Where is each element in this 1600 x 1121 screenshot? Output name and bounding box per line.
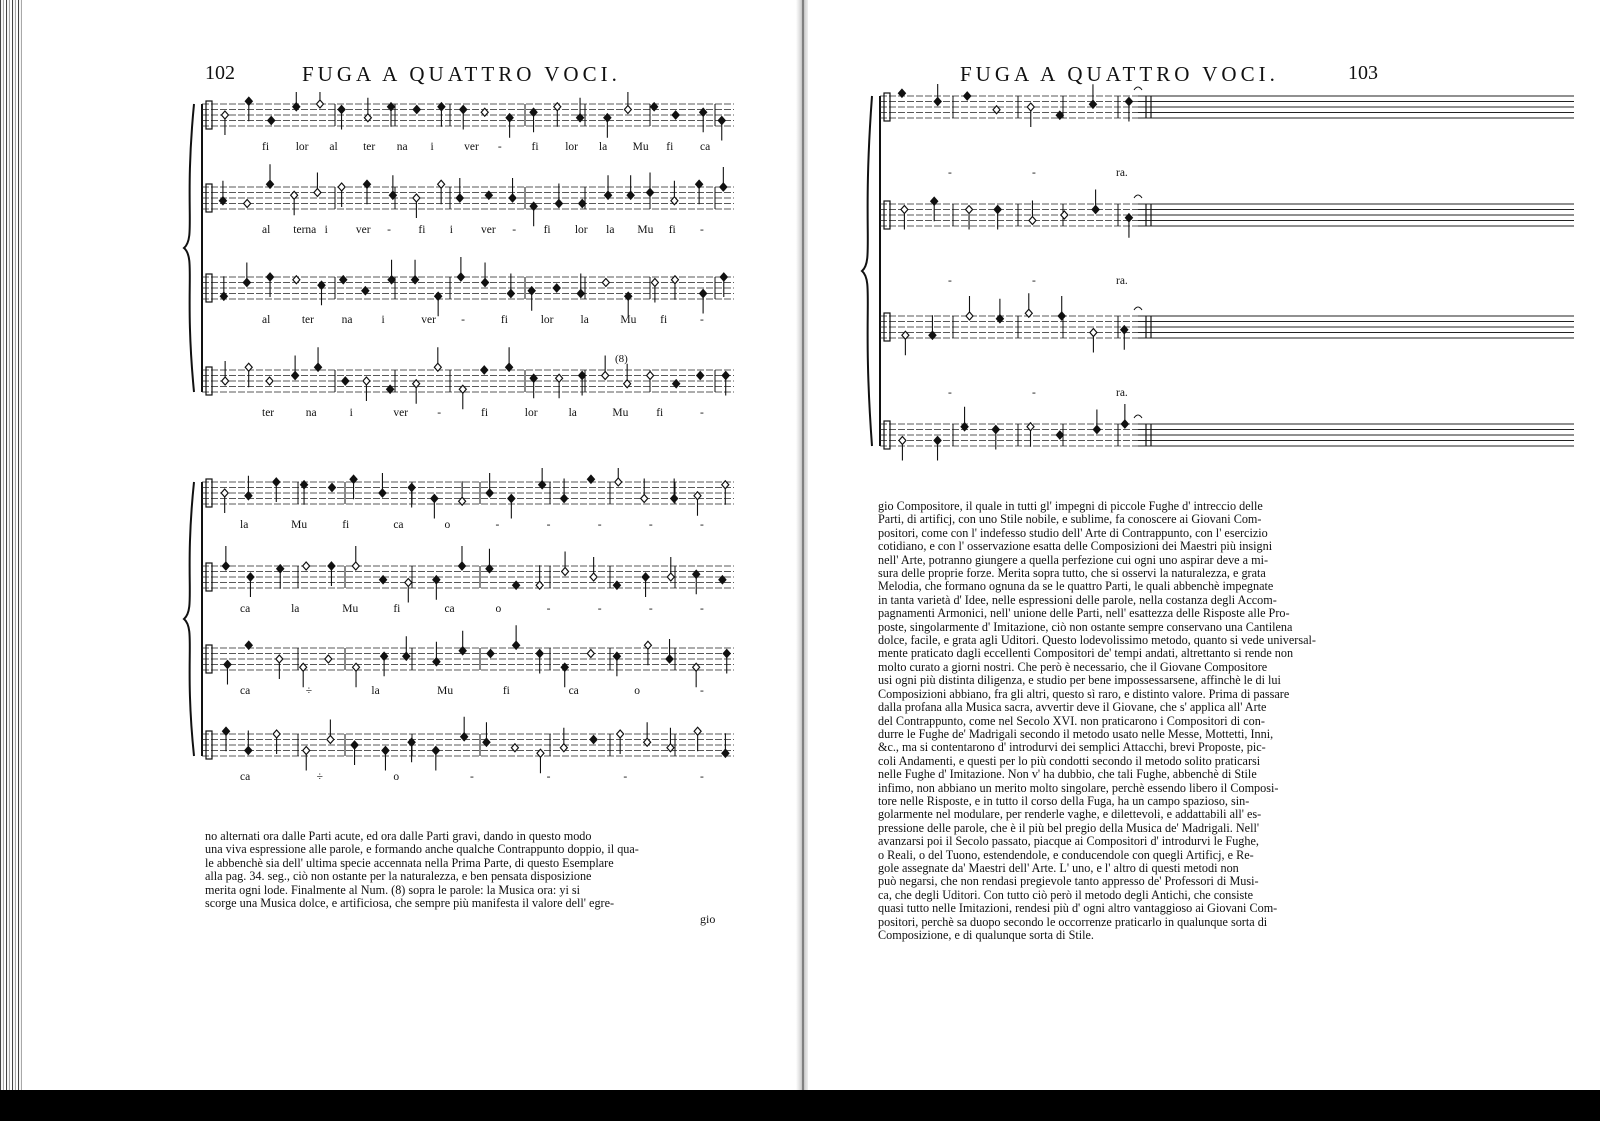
lyric-syllable: -	[700, 685, 704, 697]
lyric-syllable: ca	[240, 685, 251, 697]
note-head	[723, 650, 730, 658]
music-system-left-2	[180, 468, 740, 813]
note-head	[720, 183, 727, 191]
note-head	[303, 562, 310, 570]
lyric-syllable: lor	[565, 141, 579, 153]
note-head	[994, 206, 1001, 214]
lyric-syllable: lor	[540, 314, 554, 326]
text-line: infimo, non abbiano un merito molto singolare, perchè essendo libero il Composi-	[878, 780, 1279, 795]
lyric-syllable: -	[497, 141, 502, 153]
lyric-syllable: fi	[656, 407, 664, 419]
lyric-syllable: ter	[301, 314, 314, 326]
lyric-syllable: terna	[293, 224, 317, 236]
note-head	[273, 730, 280, 738]
text-line: usi ogni più distinta diligenza, e studio per bene impossessarsene, affinchè le di lui	[878, 673, 1281, 688]
lyric-syllable: ter	[262, 407, 275, 419]
fermata-icon	[1134, 87, 1142, 90]
lyric-syllable: al	[262, 224, 271, 236]
note-head	[487, 650, 494, 658]
note-head	[273, 478, 280, 486]
text-line: dolce, facile, e grata agli Uditori. Questo lodevolissimo metodo, quanto si vede universal-	[878, 633, 1316, 648]
lyric-syllable: -	[495, 519, 500, 531]
system-brace	[184, 482, 194, 756]
left-page	[0, 0, 798, 1090]
lyric-syllable: ca	[700, 141, 711, 153]
lyric-syllable: -	[597, 603, 602, 615]
lyric-syllable: ÷	[305, 685, 313, 697]
text-line: Melodia, che formano ognuna da se le quattro Parti, le quali abbenchè impegnate	[878, 579, 1274, 594]
text-line: ca, che degli Uditori. Con tutto ciò però il metodo degli Antichi, che consiste	[878, 887, 1254, 902]
note-head	[667, 573, 674, 581]
note-head	[314, 189, 321, 197]
lyric-syllable: Mu	[637, 224, 654, 236]
note-head	[382, 747, 389, 755]
note-head	[602, 372, 609, 380]
system-brace	[862, 96, 872, 446]
lyric-syllable: la	[240, 519, 249, 531]
lyric-syllable: o	[393, 771, 400, 783]
lyric-syllable: -	[1032, 275, 1036, 287]
lyric-syllable: Mu	[620, 314, 637, 326]
text-line: scorge una Musica dolce, e artificiosa, che sempre più manifesta il valore dell' egre-	[205, 896, 615, 911]
text-line: una viva espressione alle parole, e formando anche qualche Contrappunto doppio, il qua-	[205, 842, 639, 857]
lyric-syllable: al	[262, 314, 271, 326]
note-head	[222, 562, 229, 570]
note-head	[338, 183, 345, 191]
note-head	[486, 489, 493, 497]
lyric-syllable: o	[444, 519, 451, 531]
staff	[202, 164, 734, 236]
staff	[202, 347, 734, 419]
lyric-syllable: fi	[342, 519, 350, 531]
note-head	[647, 372, 654, 380]
lyric-syllable: -	[700, 771, 704, 783]
staff	[880, 190, 1574, 288]
note-head	[221, 489, 228, 497]
lyric-syllable: fi	[666, 141, 674, 153]
lyric-syllable: Mu	[342, 603, 359, 615]
page-edge	[0, 0, 22, 1090]
note-head	[964, 92, 971, 100]
lyric-syllable: na	[305, 407, 317, 419]
catchword: gio	[700, 912, 716, 926]
note-head	[671, 495, 678, 503]
text-line: alla pag. 34. seg., ciò non ostante per la naturalezza, e ben pensata disposizione	[205, 869, 592, 884]
lyric-syllable: -	[387, 224, 391, 236]
text-line: avanzarsi poi il Secolo passato, piacque ai Compositori d' introdurvi le Fughe,	[878, 834, 1259, 849]
note-head	[641, 495, 648, 503]
lyric-syllable: -	[623, 771, 628, 783]
staff	[202, 468, 734, 531]
text-line: può negarsi, che non rendasi pregievole tanto appresso de' Professori di Musi-	[878, 874, 1259, 889]
note-head	[617, 730, 624, 738]
note-head	[508, 495, 515, 503]
note-head	[934, 437, 941, 445]
text-line: in tanta varietà d' Idee, nelle espressioni delle parole, nella costanza degli Accom-	[878, 592, 1277, 607]
note-head	[267, 273, 274, 281]
note-head	[413, 194, 420, 202]
lyric-syllable: ra.	[1116, 167, 1128, 179]
staff	[202, 717, 734, 783]
note-head	[1090, 329, 1097, 337]
text-line: golarmente nel modulare, per renderle vaghe, e dilettevoli, e addattabili all' es-	[878, 807, 1262, 822]
lyric-syllable: la	[291, 603, 300, 615]
lyric-syllable: ter	[363, 141, 376, 153]
note-head	[651, 279, 658, 287]
lyric-syllable: Mu	[437, 685, 454, 697]
note-head	[700, 290, 707, 298]
note-head	[457, 273, 464, 281]
lyric-syllable: -	[700, 314, 704, 326]
lyric-syllable: na	[396, 141, 408, 153]
note-head	[562, 568, 569, 576]
lyric-syllable: o	[634, 685, 641, 697]
note-head	[1125, 98, 1132, 106]
note-head	[697, 372, 704, 380]
lyric-syllable: -	[648, 603, 653, 615]
note-head	[590, 573, 597, 581]
staff	[880, 293, 1574, 399]
text-line: quasi tutto nelle Imitazioni, rendesi più d' ogni altro vantaggioso ai Giovani Com-	[878, 901, 1278, 916]
note-head	[316, 100, 323, 108]
text-line: gio Compositore, il quale in tutti gl' impegni di piccole Fughe d' intreccio delle	[878, 499, 1263, 513]
staff	[880, 84, 1574, 179]
note-head	[352, 562, 359, 570]
note-head	[303, 747, 310, 755]
note-head	[266, 377, 273, 385]
note-head	[899, 437, 906, 445]
lyric-syllable: Mu	[632, 141, 649, 153]
text-line: merita ogni lode. Finalmente al Num. (8) sopra le parole: la Musica ora: yi si	[205, 882, 581, 897]
lyric-syllable: ra.	[1116, 275, 1128, 287]
note-head	[555, 200, 562, 208]
lyric-syllable: fi	[500, 314, 508, 326]
text-line: &c., ma si contentarono d' introdurvi dei semplici Attacchi, brevi Proposte, pic-	[878, 740, 1266, 755]
lyric-syllable: -	[546, 519, 551, 531]
note-head	[577, 290, 584, 298]
lyric-syllable: -	[470, 771, 474, 783]
note-head	[379, 489, 386, 497]
lyric-syllable: -	[948, 387, 952, 399]
lyric-syllable: ca	[444, 603, 455, 615]
staff	[202, 257, 734, 326]
note-head	[342, 377, 349, 385]
music-system-right-1	[858, 84, 1578, 484]
note-head	[624, 106, 631, 114]
note-head	[615, 478, 622, 486]
lyric-syllable: ver	[393, 407, 409, 419]
note-head	[247, 573, 254, 581]
note-head	[507, 290, 514, 298]
lyric-syllable: -	[700, 224, 704, 236]
note-head	[268, 117, 275, 125]
text-line: sura delle proprie forze. Merita sopra tutto, che si osservi la naturalezza, e grata	[878, 566, 1266, 581]
lyric-syllable: lor	[295, 141, 309, 153]
text-line: nell' Arte, potranno giungere a quella perfezione cui ogni uno aspirar deve a mi-	[878, 552, 1269, 567]
lyric-syllable: lor	[524, 407, 538, 419]
text-line: pagnamenti Armonici, nell' unione delle Parti, nell' esattezza delle Risposte alle Pro-	[878, 606, 1290, 621]
lyric-syllable: -	[437, 407, 442, 419]
lyric-syllable: lor	[574, 224, 588, 236]
lyric-syllable: ver	[481, 224, 496, 236]
note-head	[408, 484, 415, 492]
fermata-icon	[1134, 307, 1142, 310]
note-head	[351, 741, 358, 749]
page-number: 103	[1348, 62, 1378, 84]
lyric-syllable: i	[381, 314, 385, 326]
text-line: Parti, di artificj, con uno Stile nobile, e sublime, fa conoscere ai Giovani Com-	[878, 512, 1262, 527]
lyric-syllable: fi	[543, 224, 551, 236]
scan-border	[0, 1090, 1600, 1121]
lyric-syllable: ver	[355, 224, 371, 236]
lyric-syllable: -	[546, 603, 551, 615]
lyric-syllable: i	[430, 141, 434, 153]
note-head	[405, 579, 412, 587]
note-head	[328, 562, 335, 570]
note-head	[413, 106, 420, 114]
note-head	[1121, 420, 1128, 428]
note-head	[718, 117, 725, 125]
lyric-syllable: i	[449, 224, 453, 236]
note-head	[1058, 312, 1065, 320]
note-head	[325, 655, 332, 663]
lyric-syllable: al	[329, 141, 338, 153]
lyric-syllable: i	[324, 224, 328, 236]
note-head	[1092, 206, 1099, 214]
commentary-text	[878, 500, 1408, 942]
running-head: FUGA A QUATTRO VOCI.	[960, 62, 1279, 86]
lyric-syllable: la	[580, 314, 589, 326]
lyric-syllable: ver	[421, 314, 436, 326]
lyric-syllable: fi	[531, 141, 539, 153]
note-head	[432, 747, 439, 755]
text-line: mente praticato dagli eccellenti Compositori de' tempi andati, altrettanto si rende non	[878, 646, 1294, 661]
lyric-syllable: -	[1032, 387, 1036, 399]
note-head	[602, 279, 609, 287]
note-head	[460, 106, 467, 114]
lyric-syllable: ra.	[1116, 387, 1128, 399]
lyric-syllable: ca	[240, 603, 251, 615]
staff	[202, 92, 734, 153]
note-head	[966, 206, 973, 214]
lyric-syllable: ver	[464, 141, 479, 153]
note-head	[966, 312, 973, 320]
lyric-syllable: fi	[262, 141, 270, 153]
note-head	[934, 98, 941, 106]
lyric-syllable: -	[700, 407, 704, 419]
lyric-syllable: Mu	[612, 407, 629, 419]
note-head	[1061, 211, 1068, 219]
text-line: dalla profana alla Musica sacra, avvertir deve il Giovane, che s' applica all' Arte	[878, 700, 1267, 715]
note-head	[222, 377, 229, 385]
text-line: Composizione, e di qualunque sorta di Stile.	[878, 928, 1094, 942]
note-head	[1027, 103, 1034, 111]
note-head	[456, 194, 463, 202]
lyric-syllable: o	[495, 603, 502, 615]
lyric-syllable: Mu	[291, 519, 308, 531]
note-head	[672, 111, 679, 119]
lyric-syllable: la	[371, 685, 380, 697]
note-head	[276, 655, 283, 663]
page-number: 102	[205, 62, 235, 84]
text-line: pressione delle parole, che è il più bel pregio della Musica de' Madrigali. Nell'	[878, 820, 1260, 835]
text-line: coli Andamenti, e questi per lo più condotti secondo il metodo solito praticarsi	[878, 753, 1261, 768]
text-line: poste, singolarmente d' Imitazione, ciò non ostante sempre conservano una Cantilena	[878, 619, 1293, 634]
lyric-syllable: ca	[240, 771, 251, 783]
lyric-syllable: ÷	[316, 771, 323, 783]
lyric-syllable: -	[546, 771, 551, 783]
text-line: del Contrappunto, come nel Secolo XVI. non praticarono i Compositori di con-	[878, 713, 1265, 728]
lyric-syllable: -	[948, 275, 952, 287]
note-head	[642, 573, 649, 581]
note-head	[587, 650, 594, 658]
lyric-syllable: na	[341, 314, 353, 326]
text-line: molto curato a giorni nostri. Che però è necessario, che il Giovane Compositore	[878, 659, 1268, 674]
note-head	[561, 495, 568, 503]
lyric-syllable: -	[512, 224, 517, 236]
lyric-syllable: ca	[568, 685, 579, 697]
note-head	[338, 106, 345, 114]
lyric-syllable: -	[700, 519, 704, 531]
text-line: no alternati ora dalle Parti acute, ed ora dalle Parti gravi, dando in questo modo	[205, 829, 592, 843]
lyric-syllable: la	[606, 224, 615, 236]
note-head	[647, 189, 654, 197]
note-head	[221, 111, 228, 119]
lyric-syllable: fi	[481, 407, 489, 419]
note-head	[482, 279, 489, 287]
lyric-syllable: la	[598, 141, 608, 153]
note-head	[1093, 426, 1100, 434]
note-head	[1029, 217, 1036, 225]
staff	[202, 546, 734, 615]
text-line: o Reali, o del Tuono, estendendole, e conducendole con quegli Artificj, e Re-	[878, 847, 1254, 862]
text-line: nelle Fughe d' Imitazione. Non v' ha dubbio, che tali Fughe, abbenchè di Stile	[878, 767, 1257, 782]
note-head	[536, 650, 543, 658]
note-head	[722, 372, 729, 380]
note-head	[553, 284, 560, 292]
text-line: cotidiano, e con l' osservazione esatta delle Composizioni dei Maestri più insigni	[878, 539, 1273, 554]
right-page	[808, 0, 1600, 1090]
fermata-icon	[1134, 415, 1142, 418]
running-head: FUGA A QUATTRO VOCI.	[302, 62, 621, 86]
note-head	[992, 426, 999, 434]
text-line: le abbenchè sia dell' ultima specie accennata nella Prima Parte, di questo Esemplare	[205, 855, 614, 870]
lyric-syllable: -	[1032, 167, 1036, 179]
note-head	[666, 655, 673, 663]
lyric-syllable: -	[948, 167, 952, 179]
note-head	[244, 200, 251, 208]
note-head	[431, 495, 438, 503]
lyric-syllable: -	[648, 519, 653, 531]
note-head	[328, 484, 335, 492]
lyric-syllable: i	[349, 407, 353, 419]
text-line: durre le Fughe de' Madrigali secondo il metodo usato nelle Messe, Mottetti, Inni,	[878, 726, 1274, 741]
note-head	[720, 273, 727, 281]
note-head	[292, 372, 299, 380]
note-head	[509, 194, 516, 202]
note-head	[481, 366, 488, 374]
lyric-syllable: fi	[502, 685, 510, 697]
text-line: Composizioni abbiano, fra gli altri, questo sì raro, e distinto valore. Prima di passare	[878, 686, 1290, 701]
text-line: tore nelle Risposte, e in tutto il corso della Fuga, ha un campo spazioso, sin-	[878, 793, 1250, 808]
lyric-syllable: -	[597, 519, 602, 531]
note-head	[901, 206, 908, 214]
note-head	[590, 736, 597, 744]
staff	[880, 404, 1574, 484]
text-line: gole assegnate da' Maestri dell' Arte. L' uno, e l' altro di questi metodi non	[878, 860, 1239, 875]
lyric-syllable: la	[568, 407, 577, 419]
text-line: positori, perchè sa duopo secondo le occorrenze praticarlo in qualunque sorta di	[878, 914, 1268, 929]
note-head	[363, 377, 370, 385]
note-head	[458, 562, 465, 570]
lyric-syllable: -	[461, 314, 465, 326]
measure-annotation: (8)	[615, 353, 628, 365]
note-head	[243, 279, 250, 287]
fermata-icon	[1134, 195, 1142, 198]
staff	[202, 625, 734, 697]
lyric-syllable: -	[700, 603, 704, 615]
lyric-syllable: fi	[660, 314, 668, 326]
note-head	[224, 661, 231, 669]
text-line: positori, come con l' indefesso studio dell' Arte di Contrappunto, con l' esercizio	[878, 525, 1268, 540]
note-head	[1056, 431, 1063, 439]
lyric-syllable: ca	[393, 519, 404, 531]
lyric-syllable: fi	[393, 603, 401, 615]
note-head	[327, 736, 334, 744]
lyric-syllable: fi	[668, 224, 676, 236]
commentary-text	[205, 830, 735, 910]
note-head	[245, 747, 252, 755]
music-system-left-1	[180, 92, 740, 452]
lyric-syllable: fi	[418, 224, 426, 236]
system-brace	[184, 104, 194, 392]
